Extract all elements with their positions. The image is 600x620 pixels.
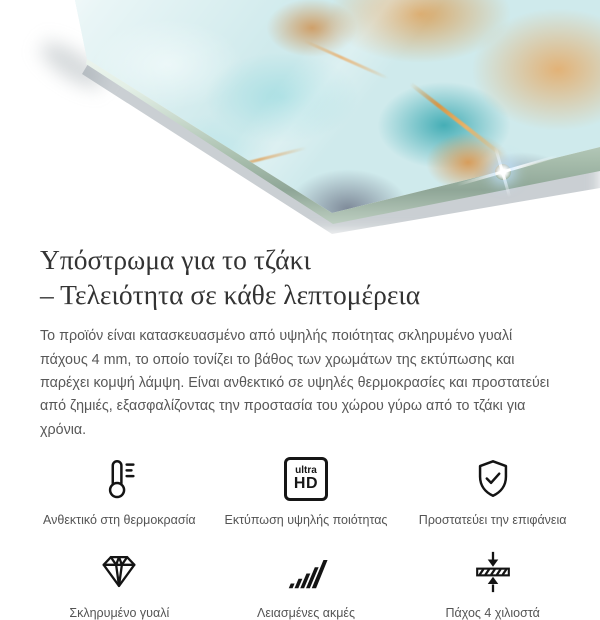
ultra-hd-text-bottom: HD: [293, 475, 319, 493]
feature-thickness: [403, 549, 582, 620]
feature-grid: [30, 456, 582, 620]
feature-label: Πάχος 4 χιλιοστά: [445, 605, 540, 620]
page-title-line2: – Τελειότητα σε κάθε λεπτομέρεια: [40, 279, 421, 311]
page-title-line1: Υπόστρωμα για το τζάκι: [40, 244, 311, 275]
page-title: [40, 242, 560, 312]
product-description-text: Το προϊόν είναι κατασκευασμένο από υψηλής ποιότητας σκληρυμένο γυαλί πάχους 4 mm, το οποίο τονίζει το βάθος των χρωμάτων της εκτύπωσης και παρέχει κομψή λάμψη. Είναι ανθεκτικό σε υψηλές θερμοκρασίες και προστατεύει από ζημιές, εξασφαλίζοντας την προστασία του χώρου γύρω από το τζάκι για χρόνια.: [40, 328, 550, 438]
ultra-hd-text-top: ultra: [295, 465, 317, 477]
gold-vein: [409, 82, 504, 158]
feature-label: Σκληρυμένο γυαλί: [69, 605, 170, 620]
product-image: [0, 0, 600, 232]
feature-polished-edges: [217, 549, 396, 620]
thermometer-icon: [96, 456, 142, 502]
gold-vein: [303, 39, 388, 79]
ultra-hd-icon: [284, 457, 328, 501]
diamond-icon: [96, 549, 142, 595]
feature-label: Λειασμένες ακμές: [256, 605, 355, 620]
sparkle-highlight: [495, 164, 511, 180]
feature-ultra-hd: [217, 456, 396, 527]
polished-edges-icon: [283, 549, 329, 595]
shield-check-icon: [470, 456, 516, 502]
feature-label: Εκτύπωση υψηλής ποιότητας: [224, 512, 388, 527]
feature-surface-protection: [403, 456, 582, 527]
feature-label: Ανθεκτικό στη θερμοκρασία: [43, 512, 196, 527]
thickness-icon: [470, 549, 516, 595]
feature-label: Προστατεύει την επιφάνεια: [418, 512, 567, 527]
feature-temperature: [30, 456, 209, 527]
feature-tempered-glass: [30, 549, 209, 620]
